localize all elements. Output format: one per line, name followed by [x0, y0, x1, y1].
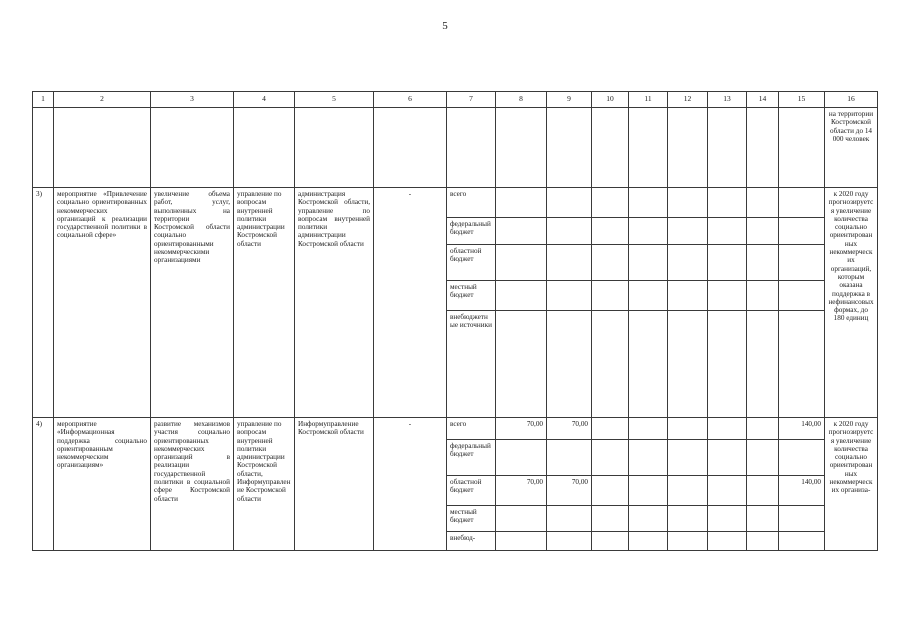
header-cell: 7: [447, 92, 496, 108]
header-cell: 16: [825, 92, 878, 108]
row3-col6: -: [374, 188, 447, 418]
header-cell: 2: [54, 92, 151, 108]
row4-source: областной бюджет: [447, 476, 496, 506]
table-row: [33, 188, 878, 218]
page-number: 5: [442, 20, 448, 32]
header-cell: 4: [234, 92, 295, 108]
header-cell: 15: [779, 92, 825, 108]
row4-goal: развитие механизмов участия социально ориентированных некоммерческих организаций в реализации государственной политики в социальной сфере Костромской области: [151, 418, 234, 551]
header-cell: 9: [547, 92, 592, 108]
row3-measure: мероприятие «Привлечение социально ориентированных некоммерческих организаций к реализации государственной политики в социальной сфере»: [54, 188, 151, 418]
row4-coexecutor: Информуправление Костромской области: [295, 418, 374, 551]
row3-source: областной бюджет: [447, 245, 496, 281]
row4-oblast-col8: 70,00: [496, 476, 547, 506]
header-cell: 3: [151, 92, 234, 108]
row3-goal: увеличение объема работ, услуг, выполненных на территории Костромской области социально ориентированными некоммерческими организациями: [151, 188, 234, 418]
row3-source: внебюджетные источники: [447, 311, 496, 418]
row3-source: федеральный бюджет: [447, 218, 496, 245]
header-cell: 10: [592, 92, 629, 108]
row4-col6: -: [374, 418, 447, 551]
row3-number: 3): [33, 188, 54, 418]
row4-responsible: управление по вопросам внутренней политики администрации Костромской области, Информуправление Костромской области: [234, 418, 295, 551]
row3-source: всего: [447, 188, 496, 218]
row4-source: федеральный бюджет: [447, 440, 496, 476]
row3-responsible: управление по вопросам внутренней политики администрации Костромской области: [234, 188, 295, 418]
header-cell: 5: [295, 92, 374, 108]
row3-source: местный бюджет: [447, 281, 496, 311]
continuation-row: [33, 108, 878, 188]
row4-source: местный бюджет: [447, 506, 496, 532]
header-cell: 11: [629, 92, 668, 108]
row4-oblast-col15: 140,00: [779, 476, 825, 506]
header-cell: 14: [747, 92, 779, 108]
row4-measure: мероприятие «Информационная поддержка социально ориентированным некоммерческим организациям»: [54, 418, 151, 551]
row4-source: внебюд-: [447, 532, 496, 551]
row3-result: к 2020 году прогнозируется увеличение количества социально ориентированных некоммерческих организаций, которым оказана поддержка в нефинансовых формах, до 180 единиц: [825, 188, 878, 418]
continuation-result: на территории Костромской области до 14 000 человек: [825, 108, 878, 188]
header-cell: 6: [374, 92, 447, 108]
header-row: [33, 92, 878, 108]
row4-result: к 2020 году прогнозируется увеличение количества социально ориентированных некоммерческих организа-: [825, 418, 878, 551]
program-table: [32, 91, 878, 551]
table-row: [33, 418, 878, 440]
row4-total-col9: 70,00: [547, 418, 592, 440]
header-cell: 12: [668, 92, 708, 108]
row4-number: 4): [33, 418, 54, 551]
row4-oblast-col9: 70,00: [547, 476, 592, 506]
row4-total-col15: 140,00: [779, 418, 825, 440]
row3-coexecutor: администрация Костромской области, управление по вопросам внутренней политики администрации Костромской области: [295, 188, 374, 418]
row4-total-col8: 70,00: [496, 418, 547, 440]
header-cell: 13: [708, 92, 747, 108]
row4-source: всего: [447, 418, 496, 440]
header-cell: 1: [33, 92, 54, 108]
header-cell: 8: [496, 92, 547, 108]
